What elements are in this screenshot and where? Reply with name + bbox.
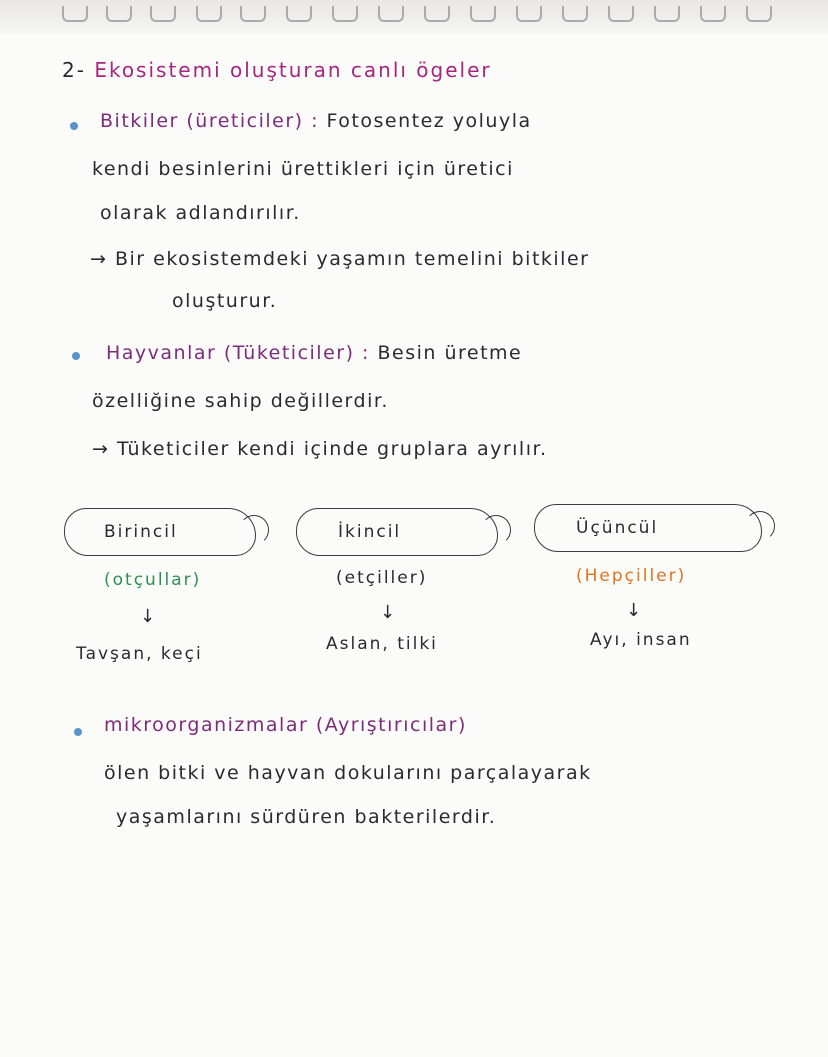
animals-text-1: Besin üretme	[377, 342, 523, 364]
group-tertiary-type: (Hepçiller)	[576, 566, 687, 586]
group-tertiary-arrow: ↓	[626, 600, 642, 621]
animals-note: → Tüketiciler kendi içinde gruplara ayrılır.	[92, 438, 548, 460]
group-secondary-arrow: ↓	[380, 602, 396, 623]
section-title-text: Ekosistemi oluşturan canlı ögeler	[94, 58, 492, 82]
bullet-animals	[72, 352, 80, 360]
group-secondary-name: İkincil	[338, 522, 402, 542]
group-primary-name: Birincil	[104, 522, 178, 542]
plants-note-1: → Bir ekosistemdeki yaşamın temelini bitkiler	[90, 248, 590, 270]
microorganisms-text-1: ölen bitki ve hayvan dokularını parçalayarak	[104, 762, 592, 784]
animals-text-2: özelliğine sahip değillerdir.	[92, 390, 389, 412]
bullet-microorganisms	[74, 728, 82, 736]
animals-heading: Hayvanlar (Tüketiciler) :	[106, 342, 370, 364]
group-tertiary-examples: Ayı, insan	[590, 630, 692, 650]
microorganisms-heading: mikroorganizmalar (Ayrıştırıcılar)	[104, 714, 467, 736]
group-secondary-examples: Aslan, tilki	[326, 634, 438, 654]
bullet-plants	[70, 122, 78, 130]
plants-heading: Bitkiler (üreticiler) :	[100, 110, 319, 132]
plants-text-1: Fotosentez yoluyla	[326, 110, 532, 132]
group-secondary-type: (etçiller)	[336, 568, 428, 588]
group-primary-type: (otçullar)	[104, 570, 202, 590]
group-tertiary-name: Üçüncül	[576, 518, 659, 538]
group-primary-arrow: ↓	[140, 606, 156, 627]
plants-text-2: kendi besinlerini ürettikleri için üretici	[92, 158, 514, 180]
spiral-binding	[0, 0, 828, 34]
plants-line-1	[100, 110, 532, 132]
section-number: 2-	[62, 58, 86, 82]
plants-note-2: oluşturur.	[172, 290, 278, 312]
section-title	[62, 58, 492, 82]
plants-text-3: olarak adlandırılır.	[100, 202, 301, 224]
group-primary-examples: Tavşan, keçi	[76, 644, 203, 664]
microorganisms-text-2: yaşamlarını sürdüren bakterilerdir.	[116, 806, 497, 828]
animals-line-1	[106, 342, 522, 364]
